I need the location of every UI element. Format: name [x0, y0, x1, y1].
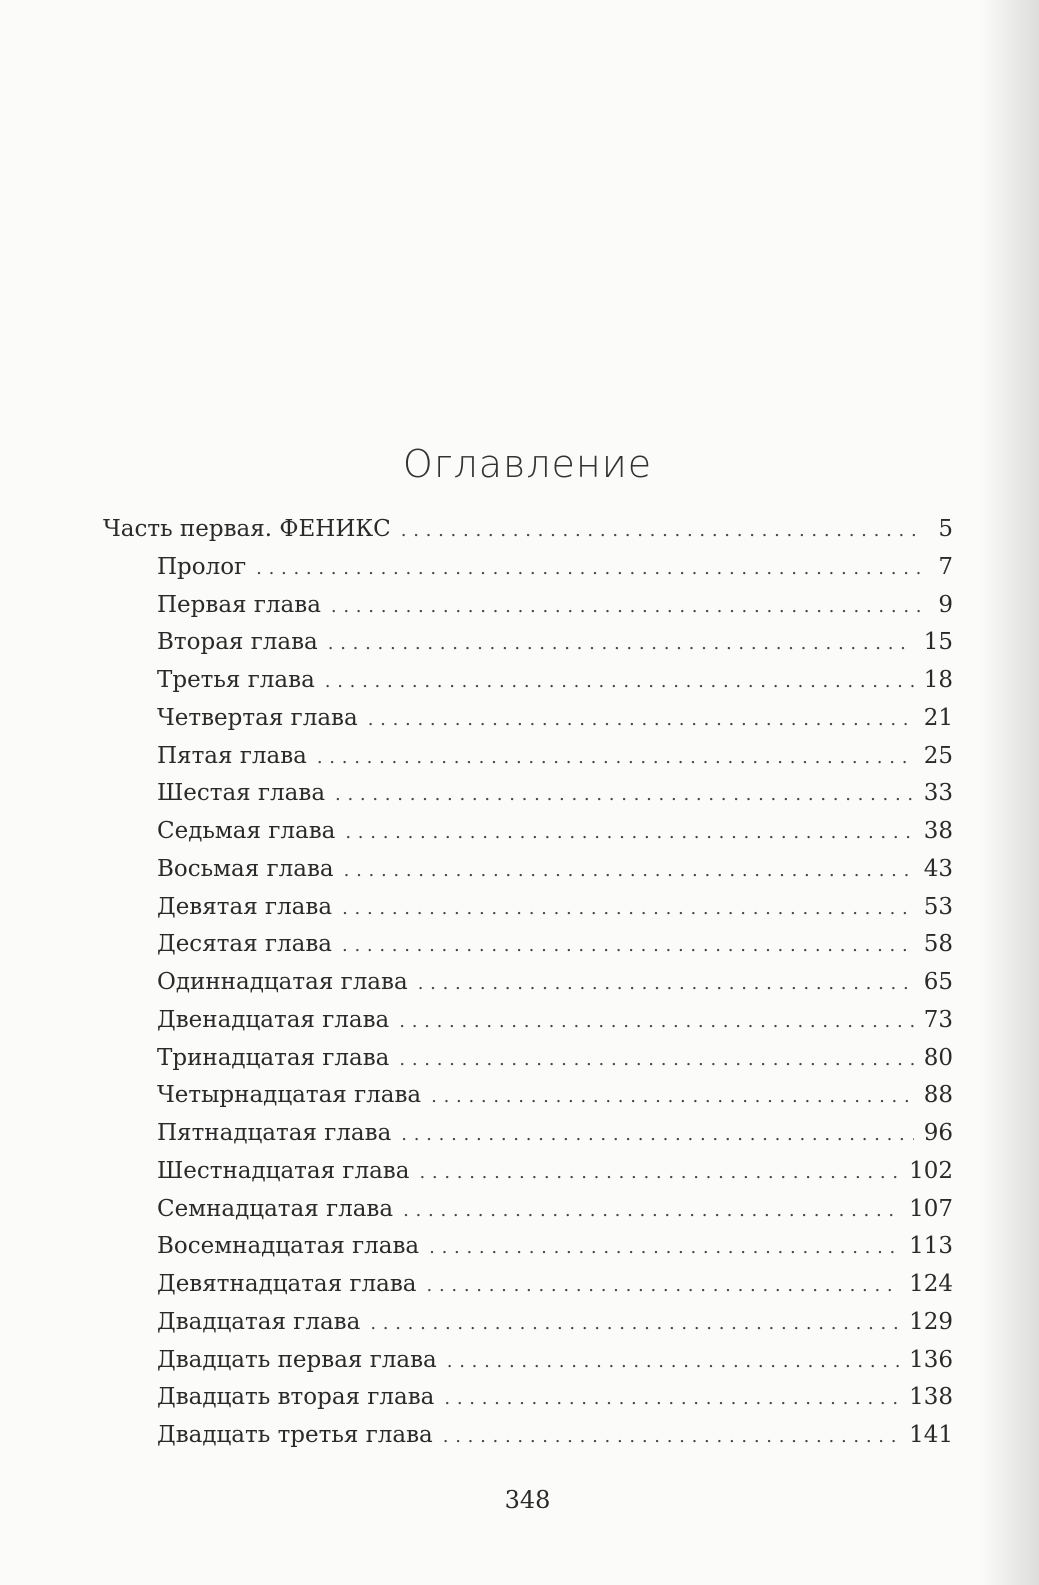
toc-entry-label: Пролог [157, 553, 247, 580]
toc-entry-page: 73 [923, 1006, 953, 1033]
dot-leader [418, 973, 914, 994]
dot-leader [368, 709, 914, 730]
toc-entry-page: 113 [909, 1233, 953, 1260]
dot-leader [399, 1011, 913, 1032]
toc-entry-page: 136 [909, 1346, 953, 1373]
toc-chapter-entry [103, 1120, 953, 1158]
toc-chapter-entry [103, 1196, 953, 1234]
toc-entry-label: Двадцать третья глава [157, 1422, 433, 1448]
toc-chapter-entry [103, 818, 953, 856]
toc-chapter-entry [103, 1309, 953, 1347]
toc-entry-page: 53 [923, 893, 953, 920]
dot-leader [256, 558, 923, 579]
toc-entry-label: Вторая глава [157, 629, 318, 656]
toc-entry-label: Первая глава [157, 591, 321, 618]
toc-chapter-entry [103, 894, 953, 932]
dot-leader [443, 1426, 899, 1447]
dot-leader [447, 1351, 899, 1372]
toc-chapter-entry [103, 969, 953, 1007]
toc-entry-label: Четвертая глава [157, 704, 358, 731]
dot-leader [342, 898, 914, 919]
toc-entry-label: Восьмая глава [157, 855, 334, 882]
toc-entry-page: 65 [923, 969, 953, 995]
toc-chapter-entry [103, 743, 953, 781]
dot-leader [370, 1313, 899, 1334]
toc-chapter-entry [103, 1347, 953, 1385]
toc-entry-page: 33 [923, 780, 953, 807]
toc-chapter-entry [103, 629, 953, 667]
toc-chapter-entry [103, 1007, 953, 1045]
toc-entry-page: 7 [938, 553, 953, 580]
dot-leader [317, 747, 914, 768]
page-number: 348 [504, 1486, 551, 1514]
dot-leader [403, 1200, 899, 1221]
toc-entry-label: Седьмая глава [157, 818, 336, 844]
toc-chapter-entry [103, 554, 953, 592]
dot-leader [429, 1237, 899, 1258]
table-of-contents [103, 516, 953, 1460]
dot-leader [325, 671, 914, 692]
toc-entry-label: Девятнадцатая глава [157, 1271, 417, 1297]
toc-entry-label: Третья глава [157, 667, 315, 693]
toc-entry-label: Двадцать вторая глава [157, 1384, 435, 1411]
toc-chapter-entry [103, 1271, 953, 1309]
toc-entry-page: 102 [909, 1157, 953, 1184]
toc-chapter-entry [103, 1158, 953, 1196]
dot-leader [401, 1124, 913, 1145]
toc-entry-label: Девятая глава [157, 893, 333, 920]
toc-entry-label: Четырнадцатая глава [157, 1082, 422, 1109]
toc-entry-page: 107 [909, 1195, 953, 1222]
toc-entry-label: Семнадцатая глава [157, 1195, 394, 1222]
dot-leader [419, 1162, 899, 1183]
toc-chapter-entry [103, 856, 953, 894]
toc-chapter-entry [103, 780, 953, 818]
toc-entry-label: Двадцатая глава [157, 1308, 361, 1335]
dot-leader [328, 633, 914, 654]
toc-chapter-entry [103, 705, 953, 743]
dot-leader [399, 1049, 913, 1070]
toc-entry-label: Пятая глава [157, 742, 307, 769]
toc-entry-page: 58 [923, 931, 953, 958]
toc-entry-label: Десятая глава [157, 931, 332, 958]
toc-entry-page: 141 [909, 1422, 953, 1448]
toc-entry-label: Пятнадцатая глава [157, 1120, 392, 1146]
toc-entry-page: 129 [909, 1308, 953, 1335]
toc-entry-page: 15 [923, 629, 953, 656]
toc-chapter-entry [103, 1045, 953, 1083]
toc-entry-page: 138 [909, 1384, 953, 1411]
dot-leader [345, 822, 913, 843]
toc-entry-page: 5 [938, 516, 953, 542]
toc-entry-label: Тринадцатая глава [157, 1044, 390, 1071]
toc-entry-label: Двенадцатая глава [157, 1006, 390, 1033]
toc-entry-label: Двадцать первая глава [157, 1346, 437, 1373]
toc-entry-page: 21 [923, 704, 953, 731]
dot-leader [335, 784, 914, 805]
toc-entry-page: 80 [923, 1044, 953, 1071]
dot-leader [431, 1086, 914, 1107]
toc-chapter-entry [103, 1422, 953, 1460]
page-edge-shadow [979, 0, 1039, 1585]
toc-entry-label: Восемнадцатая глава [157, 1233, 420, 1260]
toc-entry-label: Часть первая. ФЕНИКС [103, 516, 391, 542]
dot-leader [342, 935, 914, 956]
dot-leader [444, 1388, 899, 1409]
toc-chapter-entry [103, 592, 953, 630]
toc-chapter-entry [103, 1233, 953, 1271]
toc-entry-page: 88 [923, 1082, 953, 1109]
toc-entry-page: 43 [923, 855, 953, 882]
dot-leader [331, 596, 923, 617]
dot-leader [427, 1275, 900, 1296]
toc-chapter-entry [103, 1082, 953, 1120]
toc-entry-page: 18 [923, 667, 953, 693]
toc-entry-page: 96 [923, 1120, 953, 1146]
dot-leader [344, 860, 914, 881]
toc-entry-label: Шестнадцатая глава [157, 1157, 410, 1184]
page-title: Оглавление [402, 442, 653, 486]
toc-entry-label: Шестая глава [157, 780, 326, 807]
dot-leader [401, 520, 923, 541]
toc-entry-page: 9 [938, 591, 953, 618]
toc-entry-page: 25 [923, 742, 953, 769]
toc-chapter-entry [103, 1384, 953, 1422]
toc-chapter-entry [103, 667, 953, 705]
toc-entry-label: Одиннадцатая глава [157, 969, 408, 995]
toc-chapter-entry [103, 931, 953, 969]
toc-part-entry [103, 516, 953, 554]
toc-entry-page: 38 [923, 818, 953, 844]
toc-entry-page: 124 [909, 1271, 953, 1297]
